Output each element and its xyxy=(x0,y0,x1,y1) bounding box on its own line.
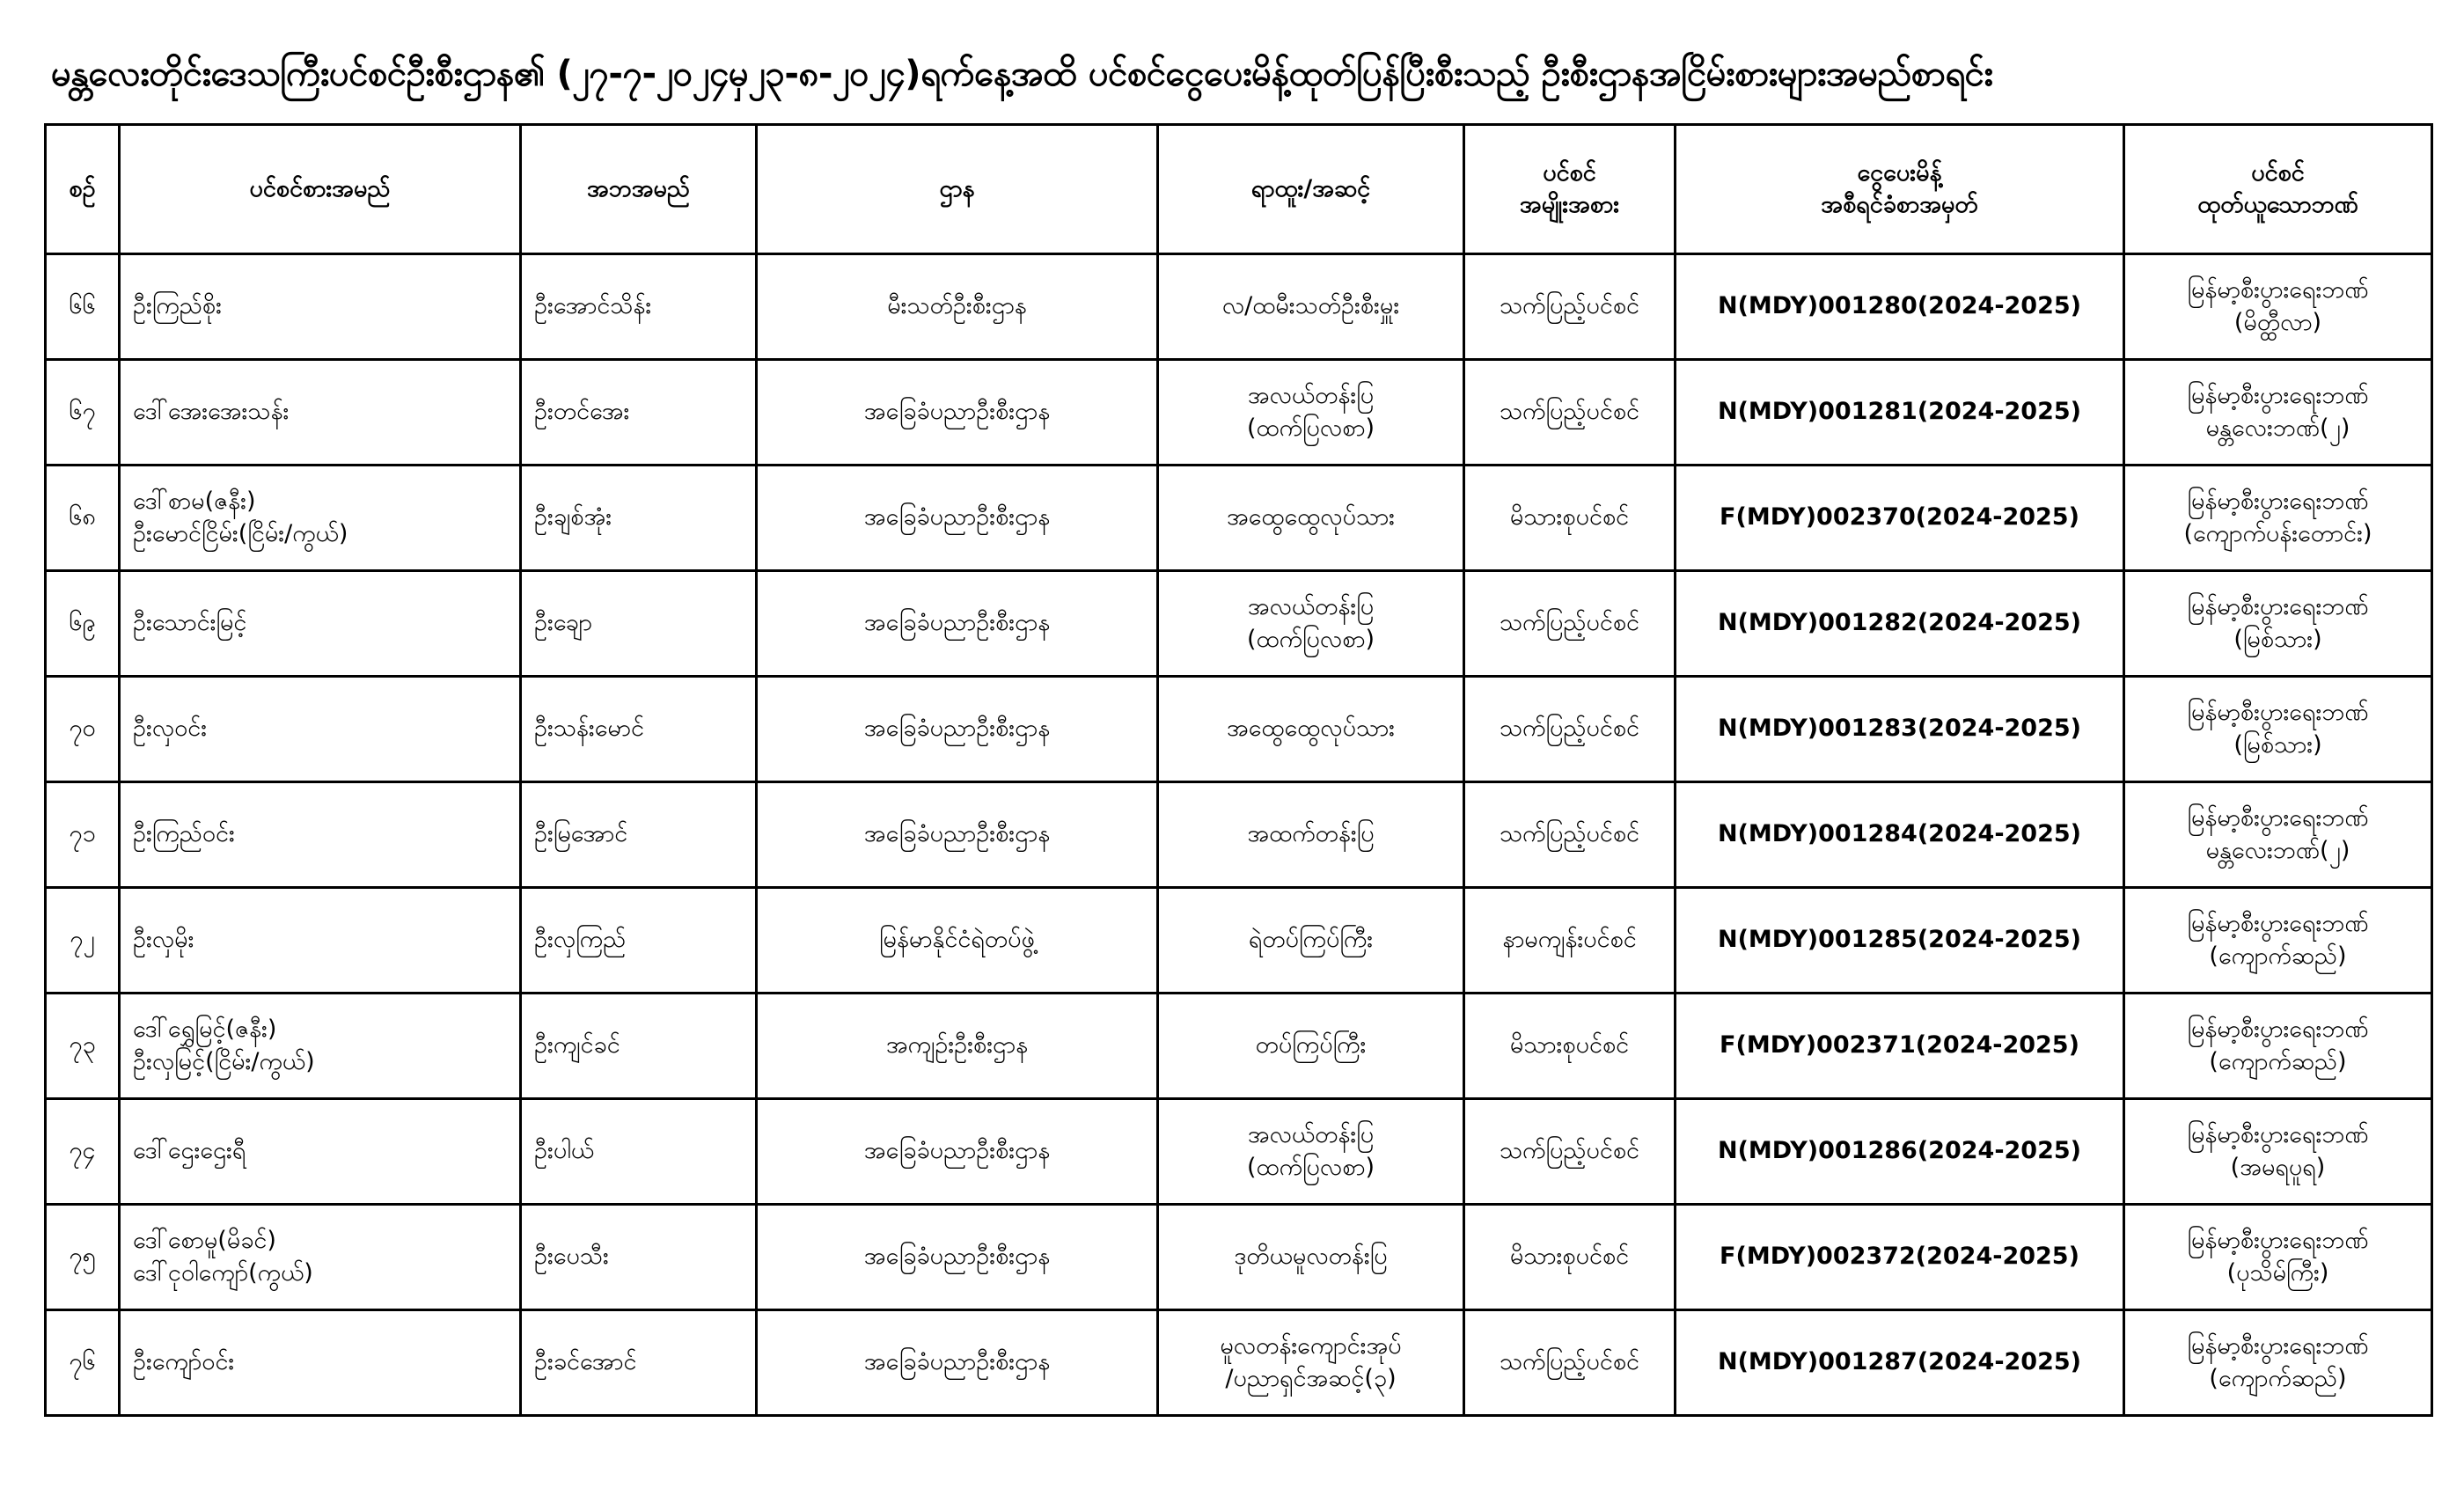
issuing-bank-cell-line: (ပုသိမ်ကြီး) xyxy=(2226,1258,2329,1287)
issuing-bank-cell-line: မြန်မာ့စီးပွားရေးဘဏ် xyxy=(2187,1016,2369,1044)
father-name-cell: ဦးကျင်ခင် xyxy=(521,994,757,1099)
issuing-bank-cell-line: (အမရပူရ) xyxy=(2230,1153,2326,1181)
issuing-bank-cell-line: မြန်မာ့စီးပွားရေးဘဏ် xyxy=(2187,1332,2369,1360)
pensioner-name-cell-line: ဒေါ်ရွှေမြင့်(ဇနီး) xyxy=(133,1016,277,1044)
issuing-bank-cell xyxy=(2124,888,2432,994)
pensioner-name-cell-line: ဦးကြည်စိုး xyxy=(133,292,222,320)
serial-cell: ၆၉ xyxy=(46,571,120,677)
issuing-bank-cell xyxy=(2124,571,2432,677)
table-row xyxy=(46,1310,2432,1416)
pensioner-name-cell-line: ဦးလှမြင့်(ငြိမ်း/ကွယ်) xyxy=(133,1047,315,1075)
department-cell: မီးသတ်ဦးစီးဌာန xyxy=(757,254,1158,360)
issuing-bank-cell-line: မြန်မာ့စီးပွားရေးဘဏ် xyxy=(2187,488,2369,516)
father-name-cell: ဦးပေသီး xyxy=(521,1205,757,1310)
header-serial-line: စဉ် xyxy=(69,174,96,202)
issuing-bank-cell-line: (ကျောက်ဆည်) xyxy=(2209,1364,2347,1392)
payment-order-cell: F(MDY)002372(2024-2025) xyxy=(1676,1205,2124,1310)
rank-cell-line: အလယ်တန်းပြ xyxy=(1247,382,1375,410)
payment-order-cell: N(MDY)001283(2024-2025) xyxy=(1676,677,2124,782)
table-body xyxy=(46,254,2432,1416)
department-cell: အခြေခံပညာဦးစီးဌာန xyxy=(757,466,1158,571)
header-father-name-line: အဘအမည် xyxy=(586,174,691,202)
issuing-bank-cell-line: (ကျောက်ပန်းတောင်း) xyxy=(2183,519,2372,547)
issuing-bank-cell xyxy=(2124,782,2432,888)
serial-cell: ၆၈ xyxy=(46,466,120,571)
payment-order-cell: F(MDY)002370(2024-2025) xyxy=(1676,466,2124,571)
header-payment-order-no-line: အစီရင်ခံစာအမှတ် xyxy=(1821,191,1978,218)
department-cell: အကျဉ်းဦးစီးဌာန xyxy=(757,994,1158,1099)
pensioner-name-cell xyxy=(120,994,521,1099)
pensioner-name-cell-line: ဦးလှဝင်း xyxy=(133,715,208,743)
pensioner-name-cell xyxy=(120,571,521,677)
issuing-bank-cell-line: မြန်မာ့စီးပွားရေးဘဏ် xyxy=(2187,804,2369,832)
header-department-line: ဌာန xyxy=(939,174,975,202)
father-name-cell: ဦးတင်အေး xyxy=(521,360,757,466)
department-cell: အခြေခံပညာဦးစီးဌာန xyxy=(757,1310,1158,1416)
pensioner-name-cell-line: ဦးကြည်ဝင်း xyxy=(133,820,235,848)
pension-type-cell: သက်ပြည့်ပင်စင် xyxy=(1464,1310,1676,1416)
pension-type-cell: နာမကျန်းပင်စင် xyxy=(1464,888,1676,994)
father-name-cell: ဦးပါယ် xyxy=(521,1099,757,1205)
serial-cell: ၇၄ xyxy=(46,1099,120,1205)
rank-cell-line: /ပညာရှင်အဆင့်(၃) xyxy=(1225,1364,1397,1392)
pension-type-cell: သက်ပြည့်ပင်စင် xyxy=(1464,782,1676,888)
table-row xyxy=(46,782,2432,888)
table-row xyxy=(46,1099,2432,1205)
table-row xyxy=(46,466,2432,571)
header-payment-order-no xyxy=(1676,125,2124,254)
issuing-bank-cell-line: (မြစ်သား) xyxy=(2233,625,2322,653)
pensioner-name-cell-line: ဒေါ်ငုဝါကျော်(ကွယ်) xyxy=(133,1258,313,1287)
department-cell: အခြေခံပညာဦးစီးဌာန xyxy=(757,1205,1158,1310)
pension-type-cell: သက်ပြည့်ပင်စင် xyxy=(1464,677,1676,782)
department-cell: အခြေခံပညာဦးစီးဌာန xyxy=(757,360,1158,466)
document-title: မန္တလေးတိုင်းဒေသကြီးပင်စင်ဦးစီးဌာန၏ (၂၇-၇-၂၀၂၄မှ၂၃-၈-၂၀၂၄)ရက်နေ့အထိ ပင်စင်ငွေပေးမိန့်ထုတ်ပြန်ပြီးစီးသည့် ဦးစီးဌာနအငြိမ်းစားများအမည်စာရင်း xyxy=(51,54,1993,94)
department-cell: မြန်မာနိုင်ငံရဲတပ်ဖွဲ့ xyxy=(757,888,1158,994)
issuing-bank-cell-line: မန္တလေးဘဏ်(၂) xyxy=(2205,836,2350,864)
payment-order-cell: N(MDY)001284(2024-2025) xyxy=(1676,782,2124,888)
header-issuing-bank-line: ထုတ်ယူသောဘဏ် xyxy=(2197,191,2358,218)
header-father-name xyxy=(521,125,757,254)
header-pension-type-line: အမျိုးအစား xyxy=(1519,191,1620,218)
pension-type-cell: သက်ပြည့်ပင်စင် xyxy=(1464,360,1676,466)
issuing-bank-cell-line: (မိတ္ထီလာ) xyxy=(2233,308,2322,336)
rank-cell-line: အလယ်တန်းပြ xyxy=(1247,1121,1375,1149)
rank-cell-line: အထက်တန်းပြ xyxy=(1247,820,1375,848)
father-name-cell: ဦးသန်းမောင် xyxy=(521,677,757,782)
header-rank-line: ရာထူး/အဆင့် xyxy=(1250,174,1371,202)
issuing-bank-cell xyxy=(2124,360,2432,466)
pensioner-name-cell xyxy=(120,254,521,360)
rank-cell xyxy=(1158,571,1464,677)
department-cell: အခြေခံပညာဦးစီးဌာန xyxy=(757,1099,1158,1205)
father-name-cell: ဦးချော xyxy=(521,571,757,677)
issuing-bank-cell-line: မြန်မာ့စီးပွားရေးဘဏ် xyxy=(2187,1227,2369,1255)
table-row xyxy=(46,1205,2432,1310)
issuing-bank-cell xyxy=(2124,466,2432,571)
rank-cell-line: (ထက်ပြလစာ) xyxy=(1246,625,1375,653)
pensioner-name-cell-line: ဒေါ်ဌေးဌေးရီ xyxy=(133,1137,246,1165)
pensioner-name-cell-line: ဦးမောင်ငြိမ်း(ငြိမ်း/ကွယ်) xyxy=(133,519,348,547)
father-name-cell: ဦးအောင်သိန်း xyxy=(521,254,757,360)
table-row xyxy=(46,677,2432,782)
pension-type-cell: မိသားစုပင်စင် xyxy=(1464,1205,1676,1310)
issuing-bank-cell xyxy=(2124,994,2432,1099)
pensioner-name-cell xyxy=(120,466,521,571)
table-row xyxy=(46,888,2432,994)
father-name-cell: ဦးလှကြည် xyxy=(521,888,757,994)
issuing-bank-cell-line: မန္တလေးဘဏ်(၂) xyxy=(2205,414,2350,442)
serial-cell: ၇၂ xyxy=(46,888,120,994)
pensioner-name-cell xyxy=(120,1099,521,1205)
pension-type-cell: သက်ပြည့်ပင်စင် xyxy=(1464,254,1676,360)
header-pensioner-name xyxy=(120,125,521,254)
rank-cell xyxy=(1158,1310,1464,1416)
rank-cell-line: ရဲတပ်ကြပ်ကြီး xyxy=(1248,926,1374,954)
serial-cell: ၆၇ xyxy=(46,360,120,466)
rank-cell-line: တပ်ကြပ်ကြီး xyxy=(1255,1031,1367,1060)
issuing-bank-cell xyxy=(2124,1099,2432,1205)
table-row xyxy=(46,254,2432,360)
pensioner-name-cell-line: ဦးသောင်းမြင့် xyxy=(133,609,247,637)
serial-cell: ၇၆ xyxy=(46,1310,120,1416)
department-cell: အခြေခံပညာဦးစီးဌာန xyxy=(757,677,1158,782)
payment-order-cell: N(MDY)001281(2024-2025) xyxy=(1676,360,2124,466)
issuing-bank-cell-line: မြန်မာ့စီးပွားရေးဘဏ် xyxy=(2187,1121,2369,1149)
rank-cell-line: အလယ်တန်းပြ xyxy=(1247,593,1375,621)
rank-cell-line: မူလတန်းကျောင်းအုပ် xyxy=(1220,1332,1402,1360)
payment-order-cell: N(MDY)001285(2024-2025) xyxy=(1676,888,2124,994)
pensioner-name-cell xyxy=(120,1310,521,1416)
rank-cell-line: လ/ထမီးသတ်ဦးစီးမှူး xyxy=(1221,292,1400,320)
pension-type-cell: မိသားစုပင်စင် xyxy=(1464,994,1676,1099)
issuing-bank-cell-line: မြန်မာ့စီးပွားရေးဘဏ် xyxy=(2187,910,2369,938)
pensioner-name-cell xyxy=(120,1205,521,1310)
serial-cell: ၇၅ xyxy=(46,1205,120,1310)
header-pension-type xyxy=(1464,125,1676,254)
pensioner-name-cell-line: ဦးကျော်ဝင်း xyxy=(133,1348,235,1376)
rank-cell xyxy=(1158,1205,1464,1310)
pensioner-name-cell-line: ဦးလှမိုး xyxy=(133,926,194,954)
rank-cell xyxy=(1158,994,1464,1099)
header-pensioner-name-line: ပင်စင်စားအမည် xyxy=(249,174,391,202)
issuing-bank-cell-line: (ကျောက်ဆည်) xyxy=(2209,942,2347,970)
serial-cell: ၇၃ xyxy=(46,994,120,1099)
father-name-cell: ဦးခင်အောင် xyxy=(521,1310,757,1416)
pensioner-name-cell-line: ဒေါ်စာမ(ဇနီး) xyxy=(133,488,256,516)
pensioner-name-cell xyxy=(120,782,521,888)
header-serial xyxy=(46,125,120,254)
issuing-bank-cell-line: မြန်မာ့စီးပွားရေးဘဏ် xyxy=(2187,382,2369,410)
pension-type-cell: သက်ပြည့်ပင်စင် xyxy=(1464,1099,1676,1205)
table-row xyxy=(46,571,2432,677)
table-header-row xyxy=(46,125,2432,254)
header-issuing-bank-line: ပင်စင် xyxy=(2251,158,2305,187)
rank-cell xyxy=(1158,677,1464,782)
rank-cell xyxy=(1158,360,1464,466)
header-pension-type-line: ပင်စင် xyxy=(1543,158,1596,187)
rank-cell-line: (ထက်ပြလစာ) xyxy=(1246,414,1375,442)
header-issuing-bank xyxy=(2124,125,2432,254)
payment-order-cell: N(MDY)001280(2024-2025) xyxy=(1676,254,2124,360)
serial-cell: ၇၁ xyxy=(46,782,120,888)
issuing-bank-cell xyxy=(2124,1205,2432,1310)
issuing-bank-cell xyxy=(2124,677,2432,782)
serial-cell: ၇၀ xyxy=(46,677,120,782)
pension-table xyxy=(44,123,2433,1417)
pensioner-name-cell xyxy=(120,888,521,994)
header-department xyxy=(757,125,1158,254)
issuing-bank-cell-line: မြန်မာ့စီးပွားရေးဘဏ် xyxy=(2187,699,2369,727)
pensioner-name-cell xyxy=(120,360,521,466)
issuing-bank-cell-line: မြန်မာ့စီးပွားရေးဘဏ် xyxy=(2187,593,2369,621)
serial-cell: ၆၆ xyxy=(46,254,120,360)
payment-order-cell: N(MDY)001282(2024-2025) xyxy=(1676,571,2124,677)
issuing-bank-cell xyxy=(2124,1310,2432,1416)
issuing-bank-cell xyxy=(2124,254,2432,360)
payment-order-cell: F(MDY)002371(2024-2025) xyxy=(1676,994,2124,1099)
rank-cell xyxy=(1158,466,1464,571)
issuing-bank-cell-line: မြန်မာ့စီးပွားရေးဘဏ် xyxy=(2187,276,2369,304)
pension-type-cell: မိသားစုပင်စင် xyxy=(1464,466,1676,571)
header-payment-order-no-line: ငွေပေးမိန့် xyxy=(1857,158,1942,187)
header-rank xyxy=(1158,125,1464,254)
table-row xyxy=(46,994,2432,1099)
father-name-cell: ဦးချစ်အုံး xyxy=(521,466,757,571)
payment-order-cell: N(MDY)001287(2024-2025) xyxy=(1676,1310,2124,1416)
rank-cell-line: (ထက်ပြလစာ) xyxy=(1246,1153,1375,1181)
rank-cell xyxy=(1158,782,1464,888)
department-cell: အခြေခံပညာဦးစီးဌာန xyxy=(757,782,1158,888)
pensioner-name-cell xyxy=(120,677,521,782)
rank-cell xyxy=(1158,254,1464,360)
table-row xyxy=(46,360,2432,466)
rank-cell-line: အထွေထွေလုပ်သား xyxy=(1226,503,1396,532)
issuing-bank-cell-line: (မြစ်သား) xyxy=(2233,730,2322,759)
payment-order-cell: N(MDY)001286(2024-2025) xyxy=(1676,1099,2124,1205)
rank-cell xyxy=(1158,888,1464,994)
rank-cell-line: ဒုတိယမူလတန်းပြ xyxy=(1234,1243,1388,1271)
department-cell: အခြေခံပညာဦးစီးဌာန xyxy=(757,571,1158,677)
pensioner-name-cell-line: ဒေါ်စောမူ(မိခင်) xyxy=(133,1227,276,1255)
rank-cell-line: အထွေထွေလုပ်သား xyxy=(1226,715,1396,743)
issuing-bank-cell-line: (ကျောက်ဆည်) xyxy=(2209,1047,2347,1075)
pensioner-name-cell-line: ဒေါ်အေးအေးသန်း xyxy=(133,398,290,426)
rank-cell xyxy=(1158,1099,1464,1205)
father-name-cell: ဦးမြအောင် xyxy=(521,782,757,888)
pension-type-cell: သက်ပြည့်ပင်စင် xyxy=(1464,571,1676,677)
